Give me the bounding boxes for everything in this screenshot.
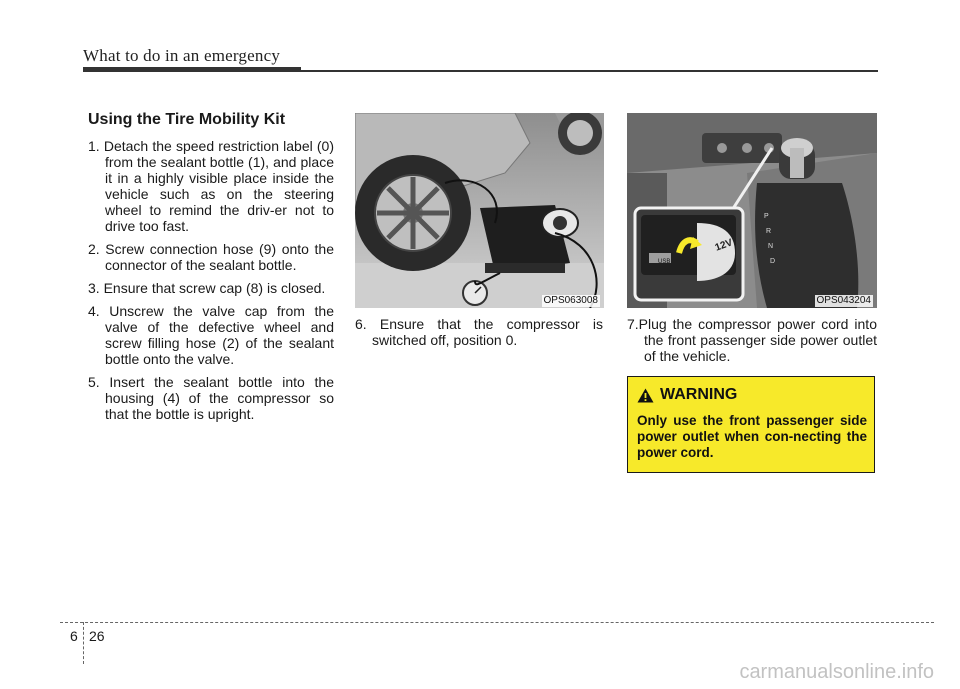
step-5: 5. Insert the sealant bottle into the housing (4) of the compressor so that the bottle is upright. [88, 374, 334, 422]
footer-rule [60, 622, 934, 623]
step-2: 2. Screw connection hose (9) onto the connector of the sealant bottle. [88, 241, 334, 273]
warning-text: Only use the front passenger side power outlet when con-necting the power cord. [637, 413, 867, 460]
svg-text:N: N [768, 243, 774, 250]
step-6: 6. Ensure that the compressor is switched off, position 0. [355, 316, 603, 348]
page-section-number: 6 [70, 628, 78, 644]
power-outlet-illustration [627, 113, 877, 308]
compressor-tire-illustration [355, 113, 604, 308]
outlet-label-usb: USB [658, 259, 671, 265]
svg-text:D: D [770, 258, 776, 265]
page-number: 26 [89, 628, 105, 644]
step-3: 3. Ensure that screw cap (8) is closed. [88, 280, 326, 296]
warning-triangle-icon [637, 388, 654, 403]
header-rule [83, 70, 878, 72]
step-7: 7.Plug the compressor power cord into the front passenger side power outlet of the vehicle. [627, 316, 877, 364]
section-title: Using the Tire Mobility Kit [88, 111, 286, 128]
svg-text:P: P [764, 213, 769, 220]
warning-box [627, 376, 875, 473]
figure-code: OPS043204 [816, 295, 871, 306]
warning-title: WARNING [660, 386, 738, 403]
figure-compressor-tire [355, 113, 604, 308]
step-4: 4. Unscrew the valve cap from the valve of the defective wheel and screw filling hose (2) of the sealant bottle onto the valve. [88, 303, 334, 367]
outlet-label-12v: 12V [713, 237, 735, 254]
watermark: carmanualsonline.info [739, 661, 934, 683]
warning-header [637, 386, 737, 404]
figure-power-outlet [627, 113, 877, 308]
footer-divider [83, 622, 84, 664]
figure-code: OPS063008 [543, 295, 598, 306]
steps-list-col3 [627, 316, 877, 371]
steps-list-col2 [355, 316, 603, 355]
page-header-title: What to do in an emergency [83, 46, 281, 65]
svg-text:R: R [766, 228, 772, 235]
steps-list-col1 [88, 138, 334, 429]
step-1: 1. Detach the speed restriction label (0) from the sealant bottle (1), and place it in a highly visible place inside the vehicle such as on the steering wheel to remind the driv-er not to drive too fast. [88, 138, 334, 234]
